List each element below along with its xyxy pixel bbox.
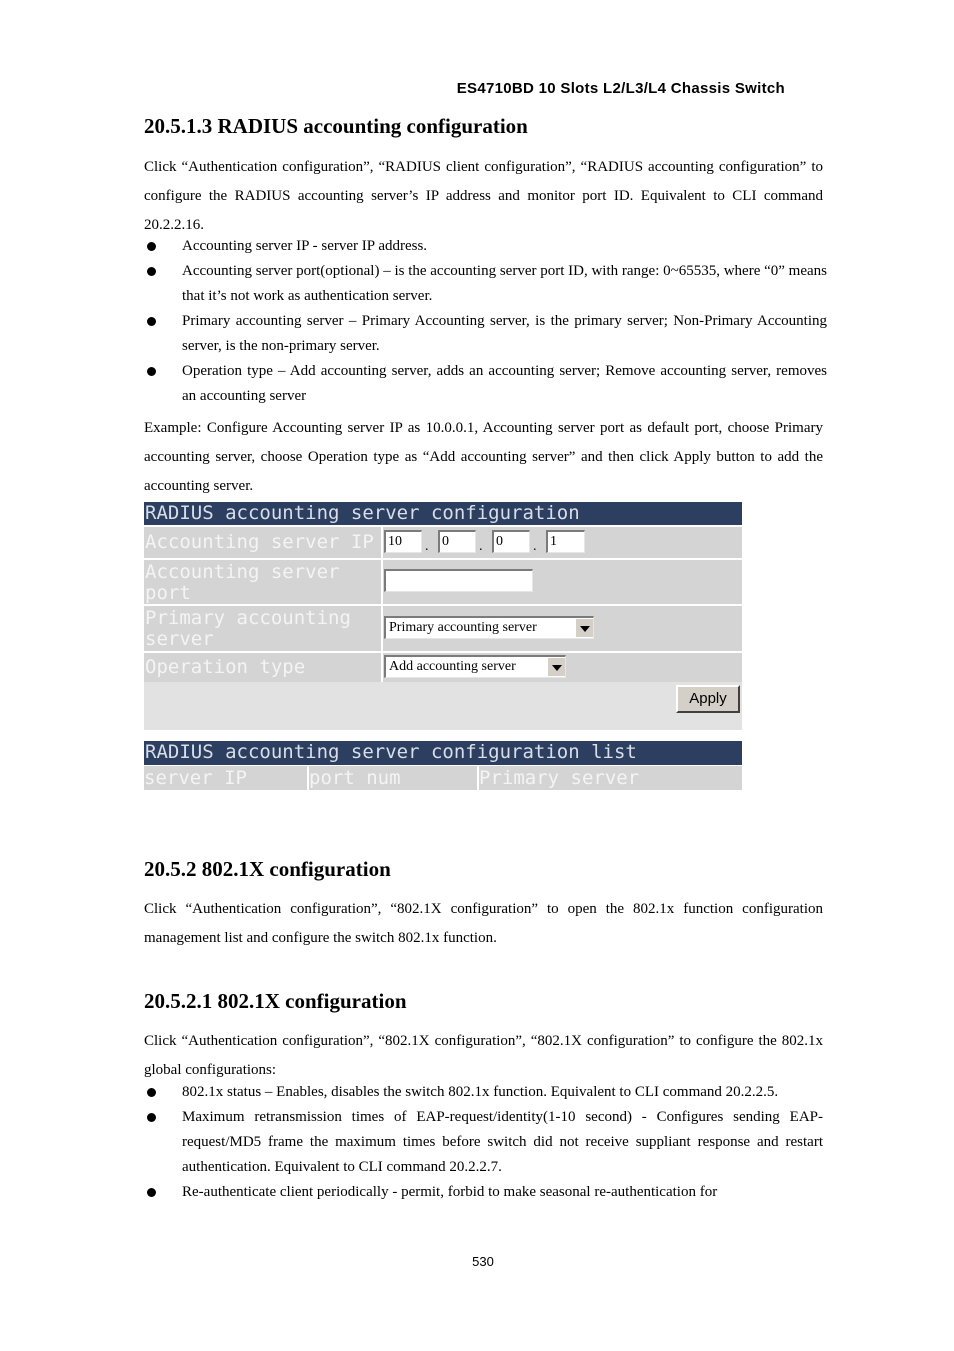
label-line: server (145, 628, 214, 650)
column-divider (381, 653, 383, 682)
chevron-down-icon[interactable] (575, 618, 593, 637)
apply-row (144, 682, 742, 730)
list-col-server-ip: server IP (144, 766, 307, 790)
accounting-port-input[interactable] (384, 569, 533, 592)
apply-button[interactable]: Apply (676, 685, 740, 713)
list-item: Accounting server port(optional) – is the accounting server port ID, with range: 0~65535, where “0” means that it’s not work as authentication server. (144, 259, 827, 309)
label-line: Accounting server port (145, 561, 340, 604)
section-heading-8021x: 20.5.2 802.1X configuration (144, 857, 391, 881)
column-divider (381, 560, 383, 604)
column-divider (381, 527, 383, 558)
primary-server-select[interactable] (384, 616, 594, 639)
list-item: Accounting server IP - server IP address. (144, 234, 827, 259)
ip-octet-2-input[interactable]: 0 (438, 530, 476, 553)
list-title: RADIUS accounting server configuration list (144, 741, 742, 765)
ip-octet-1-input[interactable]: 10 (384, 530, 422, 553)
chevron-down-icon[interactable] (547, 657, 565, 676)
page-number: 530 (472, 1254, 494, 1269)
label-accounting-server-port (144, 560, 381, 604)
bullet-list-8021x (144, 1080, 823, 1205)
list-item: 802.1x status – Enables, disables the switch 802.1x function. Equivalent to CLI command 20.2.2.5. (144, 1080, 823, 1105)
bullet-list-accounting (144, 234, 827, 409)
section-intro: Click “Authentication configuration”, “802.1X configuration” to open the 802.1x function configuration management list and configure the switch 802.1x function. (144, 901, 823, 946)
running-header: ES4710BD 10 Slots L2/L3/L4 Chassis Switch (456, 80, 785, 97)
ip-dot: . (479, 539, 483, 554)
panel-title: RADIUS accounting server configuration (144, 502, 742, 525)
column-divider (381, 606, 383, 651)
ip-octet-4-input[interactable]: 1 (546, 530, 585, 553)
list-item: Operation type – Add accounting server, adds an accounting server; Remove accounting server, removes an accounting server (144, 359, 827, 409)
list-item: Maximum retransmission times of EAP-request/identity(1-10 second) - Configures sending EAP-request/MD5 frame the maximum times before switch did not receive suppliant response and restart authentication. Equivalent to CLI command 20.2.2.7. (144, 1105, 823, 1180)
ip-octet-3-input[interactable]: 0 (492, 530, 530, 553)
list-item: Re-authenticate client periodically - permit, forbid to make seasonal re-authentication for (144, 1180, 823, 1205)
section-heading-8021x-config: 20.5.2.1 802.1X configuration (144, 989, 407, 1013)
select-value: Add accounting server (389, 659, 516, 674)
section-intro: Click “Authentication configuration”, “802.1X configuration”, “802.1X configuration” to configure the 802.1x global configurations: (144, 1033, 823, 1078)
ip-dot: . (533, 539, 537, 554)
example-paragraph: Example: Configure Accounting server IP as 10.0.0.1, Accounting server port as default port, choose Primary accounting server, choose Operation type as “Add accounting server” and then click Apply button to add the accounting server. (144, 420, 823, 494)
list-col-primary-server: Primary server (479, 766, 742, 790)
label-primary-accounting-server (144, 606, 381, 651)
select-value: Primary accounting server (389, 620, 537, 635)
section-intro: Click “Authentication configuration”, “RADIUS client configuration”, “RADIUS accounting configuration” to configure the RADIUS accounting server’s IP address and monitor port ID. Equivalent to CLI command 20.2.2.16. (144, 159, 823, 233)
section-heading-radius-accounting: 20.5.1.3 RADIUS accounting configuration (144, 114, 528, 138)
ip-dot: . (425, 539, 429, 554)
label-accounting-server-ip: Accounting server IP (145, 531, 374, 553)
label-operation-type: Operation type (145, 656, 306, 678)
operation-type-select[interactable] (384, 655, 566, 678)
label-line: Primary accounting (145, 607, 351, 629)
list-item: Primary accounting server – Primary Accounting server, is the primary server; Non-Primary Accounting server, is the non-primary server. (144, 309, 827, 359)
list-col-port-num: port num (309, 766, 477, 790)
